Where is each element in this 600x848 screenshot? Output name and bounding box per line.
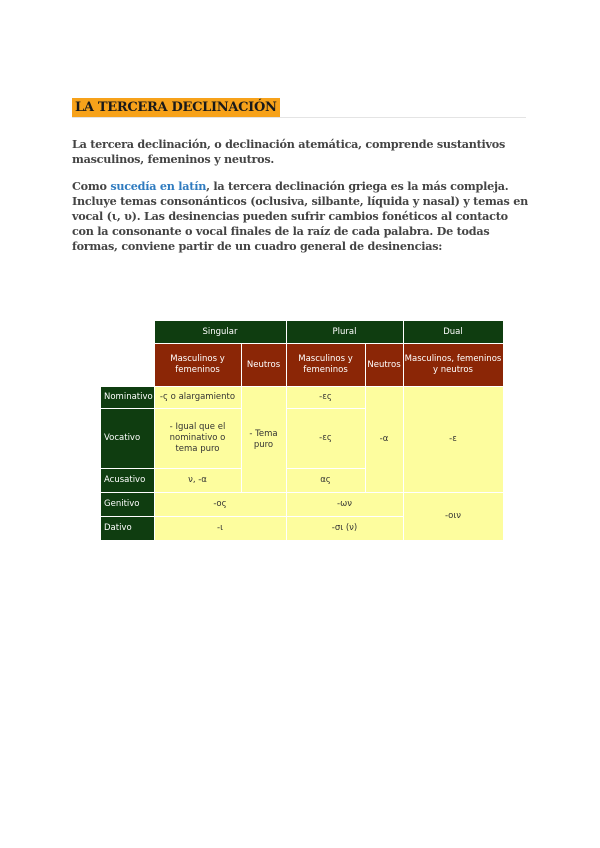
sg-n-header: Neutros: [241, 344, 286, 387]
intro-paragraph: La tercera declinación, o declinación atemática, comprende sustantivos masculinos, femeninos y neutros.: [72, 137, 506, 166]
dat-sg: -ι: [154, 517, 286, 541]
gen-pl: -ων: [286, 493, 403, 517]
header-plural: Plural: [286, 321, 403, 344]
du-gd: -οιν: [403, 493, 503, 541]
title-bar: [72, 96, 526, 118]
case-genitivo: Genitivo: [101, 493, 155, 517]
du-header: Masculinos, femeninos y neutros: [403, 344, 503, 387]
case-acusativo: Acusativo: [101, 469, 155, 493]
header-dual: Dual: [403, 321, 503, 344]
corner-blank: [101, 321, 155, 344]
sg-neutros: - Tema puro: [241, 387, 286, 493]
pl-neutros: -α: [365, 387, 403, 493]
gen-sg: -ος: [154, 493, 286, 517]
voc-sg-mf: - Igual que el nominativo o tema puro: [154, 409, 241, 469]
du-nva: -ε: [403, 387, 503, 493]
corner-blank-2: [101, 344, 155, 387]
nom-sg-mf: -ς o alargamiento: [154, 387, 241, 409]
page-title: LA TERCERA DECLINACIÓN: [72, 98, 280, 117]
header-singular: Singular: [154, 321, 286, 344]
para-rest: , la tercera declinación griega es la más compleja. Incluye temas consonánticos (oclusiva, silbante, líquida y nasal) y temas en vocal (ι, υ). Las desinencias pueden sufrir cambios fonéticos al contacto con la consonante o vocal finales de la raíz de cada palabra. De todas formas, conviene partir de un cuadro general de desinencias:: [72, 179, 528, 253]
acu-pl-mf: ας: [286, 469, 365, 493]
acu-sg-mf: ν, -α: [154, 469, 241, 493]
nom-pl-mf: -ες: [286, 387, 365, 409]
pl-mf-header: Masculinos y femeninos: [286, 344, 365, 387]
case-nominativo: Nominativo: [101, 387, 155, 409]
para-prefix: Como: [72, 179, 111, 193]
case-dativo: Dativo: [101, 517, 155, 541]
voc-pl-mf: -ες: [286, 409, 365, 469]
dat-pl: -σι (ν): [286, 517, 403, 541]
pl-n-header: Neutros: [365, 344, 403, 387]
sg-mf-header: Masculinos y femeninos: [154, 344, 241, 387]
case-vocativo: Vocativo: [101, 409, 155, 469]
declension-table: [100, 320, 504, 541]
latin-link[interactable]: sucedía en latín: [110, 179, 207, 193]
body-paragraph: [72, 179, 532, 254]
